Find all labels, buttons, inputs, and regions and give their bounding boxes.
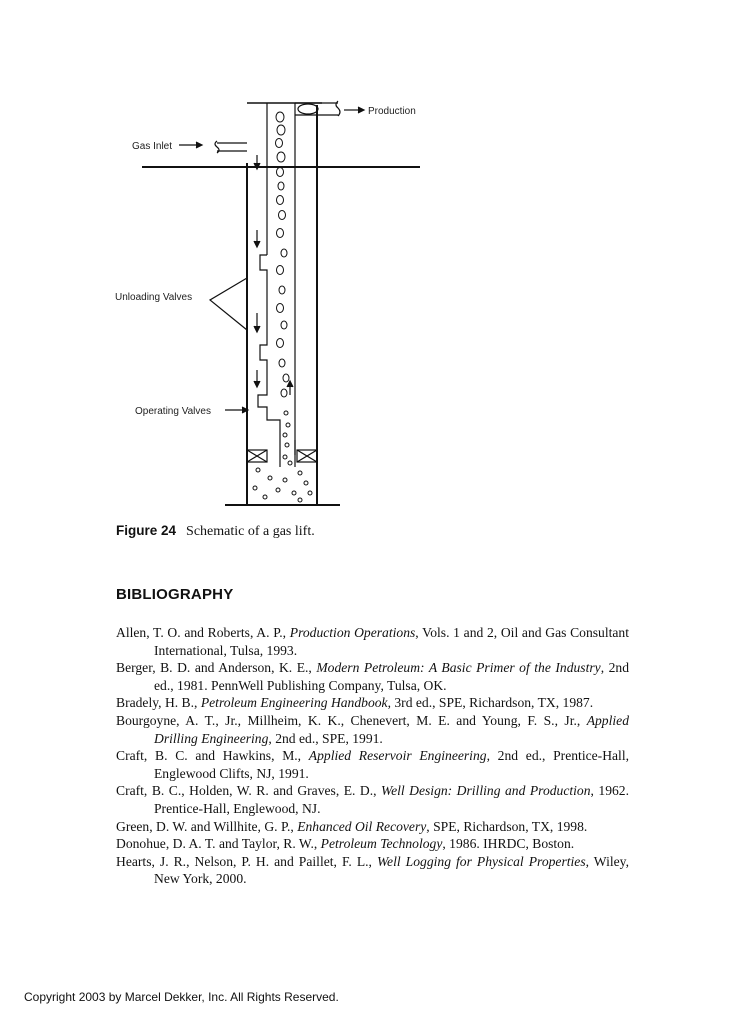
- figure-caption-text: Schematic of a gas lift.: [186, 524, 315, 539]
- bibliography-list: [116, 624, 629, 888]
- gas-lift-schematic: [110, 95, 440, 510]
- bibliography-entry: Donohue, D. A. T. and Taylor, R. W., Petroleum Technology, 1986. IHRDC, Boston.: [116, 836, 575, 852]
- label-gas-inlet: Gas Inlet: [132, 141, 173, 152]
- label-production: Production: [368, 106, 416, 117]
- unloading-valves-leader: [210, 278, 247, 330]
- bibliography-entry: Allen, T. O. and Roberts, A. P., Production Operations, Vols. 1 and 2, Oil and Gas Consultant International, Tulsa, 1993.: [116, 625, 629, 658]
- figure-number: Figure 24: [116, 523, 177, 538]
- label-operating-valves: Operating Valves: [135, 406, 211, 417]
- bibliography-entry: Green, D. W. and Willhite, G. P., Enhanced Oil Recovery, SPE, Richardson, TX, 1998.: [116, 818, 588, 834]
- bibliography-entry: Bradely, H. B., Petroleum Engineering Handbook, 3rd ed., SPE, Richardson, TX, 1987.: [116, 695, 594, 711]
- bibliography-entry: Hearts, J. R., Nelson, P. H. and Paillet, F. L., Well Logging for Physical Properties, Wiley, New York, 2000.: [116, 853, 629, 887]
- production-bubble: [298, 104, 318, 114]
- bibliography-entry: Berger, B. D. and Anderson, K. E., Modern Petroleum: A Basic Primer of the Industry, 2nd ed., 1981. PennWell Publishing Company, Tulsa, OK.: [116, 660, 629, 693]
- label-unloading-valves: Unloading Valves: [115, 292, 193, 303]
- bibliography-heading: BIBLIOGRAPHY: [116, 586, 234, 603]
- figure-caption: [116, 523, 315, 540]
- copyright-footer: Copyright 2003 by Marcel Dekker, Inc. All Rights Reserved.: [24, 990, 339, 1004]
- bibliography-entry: Craft, B. C. and Hawkins, M., Applied Reservoir Engineering, 2nd ed., Prentice-Hall, Englewood Clifts, NJ, 1991.: [116, 748, 629, 781]
- bibliography-entry: Craft, B. C., Holden, W. R. and Graves, E. D., Well Design: Drilling and Production, 1962. Prentice-Hall, Englewood, NJ.: [116, 783, 629, 816]
- oil-gas-bubbles: [253, 112, 312, 502]
- tubing-valve-profile: [258, 255, 280, 440]
- bibliography-entry: Bourgoyne, A. T., Jr., Millheim, K. K., Chenevert, M. E. and Young, F. S., Jr., Applied Drilling Engineering, 2nd ed., SPE, 1991.: [116, 712, 629, 746]
- packer: [247, 450, 317, 462]
